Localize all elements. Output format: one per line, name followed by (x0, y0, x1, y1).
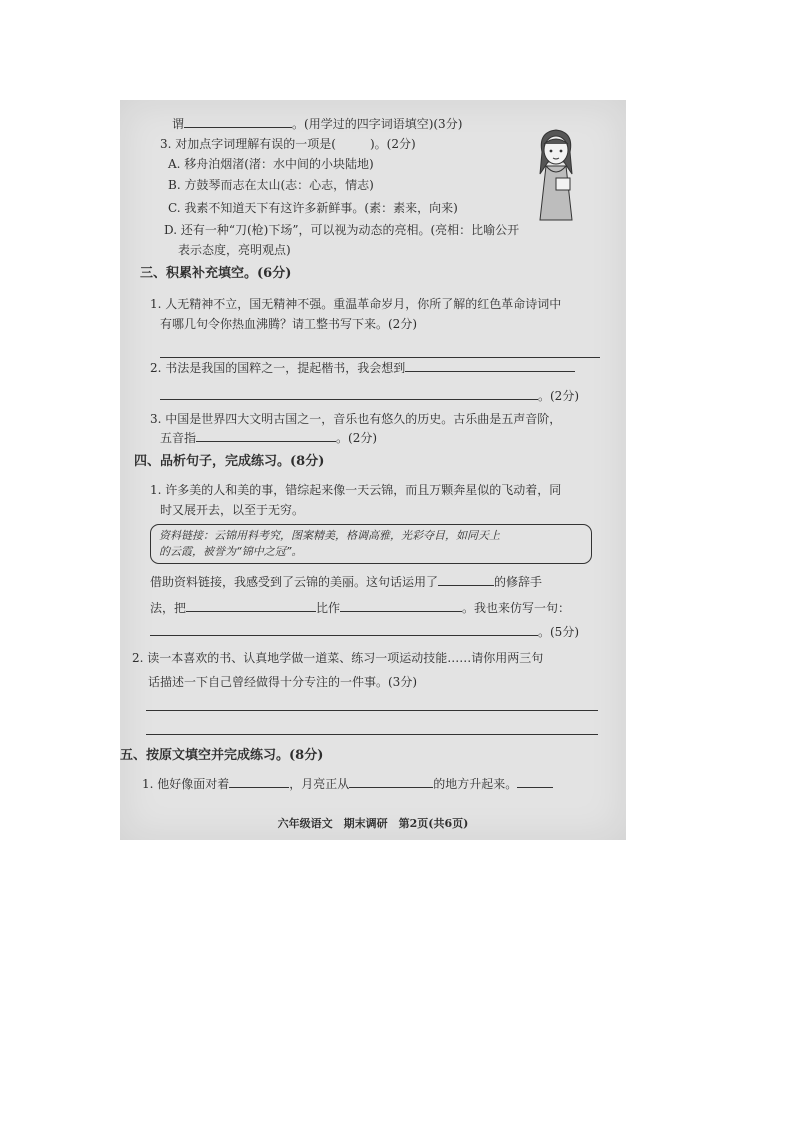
answer-blank[interactable] (517, 776, 553, 788)
q3-option-c: C. 我素不知道天下有这许多新鲜事。(素：素来，向来) (168, 201, 458, 215)
q3-stem: 3. 对加点字词理解有误的一项是( )。(2分) (160, 137, 416, 151)
answer-blank[interactable] (405, 360, 575, 372)
exam-page (120, 100, 626, 840)
answer-line[interactable] (146, 734, 598, 735)
answer-blank[interactable] (340, 600, 462, 612)
resource-line2: 的云霞，被誉为“锦中之冠”。 (159, 545, 303, 558)
girl-illustration (528, 122, 584, 222)
section-4-q1-line1: 1. 许多美的人和美的事，错综起来像一天云锦，而且万颗奔星似的飞动着，同 (150, 483, 562, 497)
section-3-q3-line2: 五音指 。(2分) (160, 431, 378, 445)
answer-blank[interactable] (196, 430, 336, 442)
answer-line[interactable] (146, 710, 598, 711)
resource-line1: 资料链接：云锦用料考究，图案精美，格调高雅，光彩夺目，如同天上 (159, 529, 500, 542)
section-4-q2-line2: 话描述一下自己曾经做得十分专注的一件事。(3分) (148, 675, 417, 689)
section-4-p2: 法，把 比作 。我也来仿写一句： (150, 601, 571, 615)
q3-option-d-continued: 表示态度，亮明观点) (178, 243, 291, 257)
section-4-heading: 四、品析句子，完成练习。(8分) (134, 454, 325, 469)
section-3-heading: 三、积累补充填空。(6分) (140, 266, 292, 281)
section-4-p1: 借助资料链接，我感受到了云锦的美丽。这句话运用了 的修辞手 (150, 575, 543, 589)
q3-option-a: A. 移舟泊烟渚(渚：水中间的小块陆地) (168, 157, 374, 171)
answer-blank[interactable] (160, 388, 538, 400)
answer-blank[interactable] (186, 600, 316, 612)
section-4-q1-line2: 时又展开去，以至于无穷。 (160, 503, 305, 517)
section-3-q2-line1: 2. 书法是我国的国粹之一，提起楷书，我会想到 (150, 360, 575, 376)
answer-blank[interactable] (150, 624, 538, 636)
section-3-q1-line2: 有哪几句令你热血沸腾？请工整书写下来。(2分) (160, 317, 417, 331)
section-5-q1: 1. 他好像面对着 ，月亮正从 的地方升起来。 (142, 776, 553, 792)
resource-link-box (150, 524, 592, 564)
q3-option-d: D. 还有一种“刀(枪)下场”，可以视为动态的亮相。(亮相：比喻公开 (164, 223, 520, 237)
section-5-heading: 五、按原文填空并完成练习。(8分) (120, 748, 324, 763)
answer-blank[interactable] (438, 574, 494, 586)
answer-blank[interactable] (229, 776, 289, 788)
section-3-q3-line1: 3. 中国是世界四大文明古国之一，音乐也有悠久的历史。古乐曲是五声音阶， (150, 412, 562, 426)
answer-blank[interactable] (349, 776, 433, 788)
section-3-q1-line1: 1. 人无精神不立，国无精神不强。重温革命岁月，你所了解的红色革命诗词中 (150, 297, 562, 311)
section-3-q2-line2: 。(2分) (160, 388, 579, 404)
answer-blank[interactable] (184, 116, 292, 128)
answer-line[interactable] (160, 357, 600, 358)
q3-option-b: B. 方鼓琴而志在太山(志：心志，情志) (168, 178, 374, 192)
page-footer: 六年级语文 期末调研 第2页(共6页) (277, 817, 469, 830)
top-line: 谓 。(用学过的四字词语填空)(3分) (172, 117, 463, 131)
section-4-p3: 。(5分) (150, 624, 579, 640)
section-4-q2-line1: 2. 读一本喜欢的书、认真地学做一道菜、练习一项运动技能……请你用两三句 (132, 651, 544, 665)
